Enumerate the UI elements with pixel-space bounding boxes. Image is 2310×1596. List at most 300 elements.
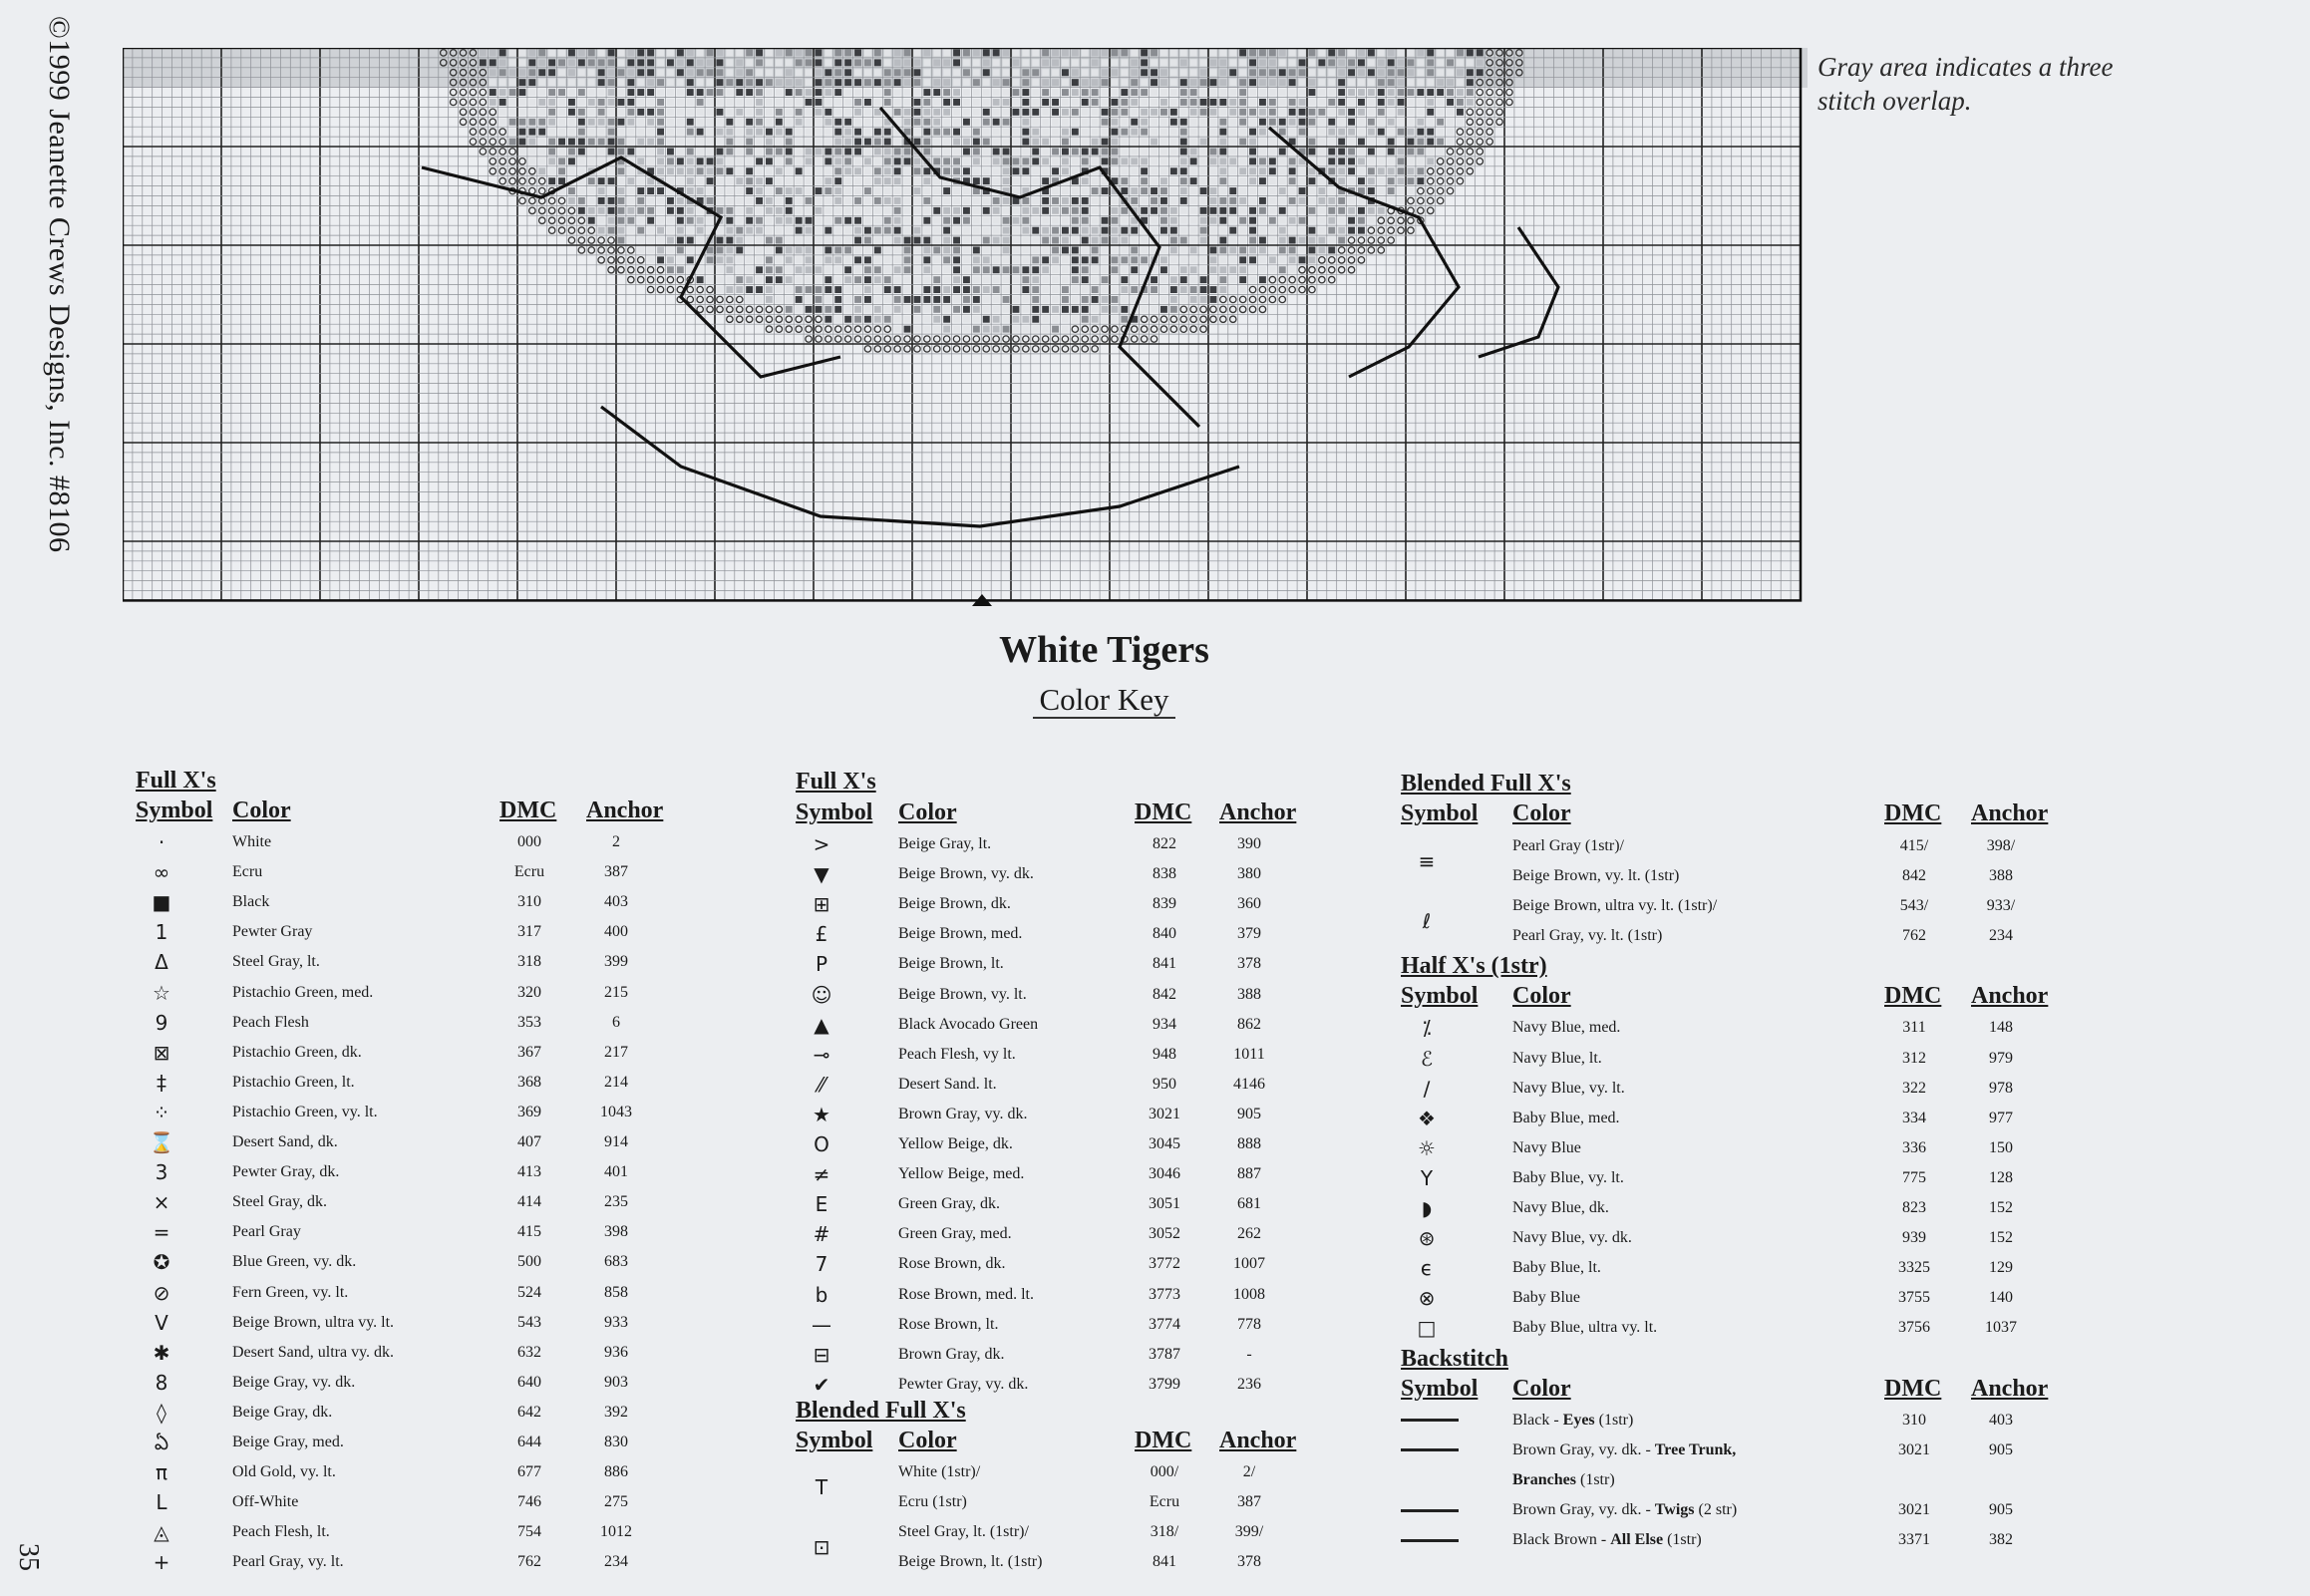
col1-row-symbol: ✪ [153, 1250, 170, 1275]
col2-blended-row-color-b: Ecru (1str) [898, 1493, 967, 1510]
backstitch-anchor [1961, 1465, 2041, 1495]
col1-row-dmc: 754 [517, 1523, 541, 1541]
col2-row-symbol: ≠ [813, 1162, 830, 1187]
col2-row-symbol: ⊞ [813, 892, 830, 917]
backstitch-dmc: 3021 [1898, 1440, 1930, 1458]
col1-row-color: Pewter Gray [232, 923, 313, 941]
backstitch-description [1512, 1436, 1736, 1465]
backstitch-strands: (1str) [1594, 1411, 1634, 1429]
col1-row-dmc: 677 [517, 1463, 541, 1481]
col1-row-dmc: 320 [517, 983, 541, 1001]
col3-half-row-dmc: 3756 [1898, 1319, 1930, 1337]
col2-row-anchor: 905 [1237, 1105, 1261, 1122]
col3-half-row-dmc: 823 [1902, 1199, 1926, 1216]
col1-row-anchor: 387 [604, 863, 628, 881]
col3-half-anchor-header: Anchor [1971, 983, 2049, 1010]
col2-blended-row-symbol: T [815, 1474, 828, 1499]
col2-row-color: Green Gray, dk. [898, 1195, 1001, 1213]
page-number: 35 [13, 1543, 44, 1571]
col3-half-row-dmc: 775 [1902, 1168, 1926, 1186]
col2-blended-row-dmc-a: 000/ [1150, 1462, 1179, 1480]
backstitch-description [1512, 1465, 1615, 1495]
col3-half-row-anchor: 977 [1989, 1109, 2013, 1126]
col1-row-dmc: 407 [517, 1133, 541, 1150]
col1-row-dmc: 644 [517, 1434, 541, 1450]
col1-row-color: Pearl Gray, vy. lt. [232, 1553, 344, 1571]
col3-half-row-anchor: 148 [1989, 1019, 2013, 1037]
col2-row-color: Pewter Gray, vy. dk. [898, 1375, 1029, 1393]
col1-row-color: Beige Gray, vy. dk. [232, 1373, 356, 1391]
col1-row-color: Ecru [232, 863, 263, 881]
col1-dmc-header: DMC [499, 798, 557, 823]
col3-half-symbol-header: Symbol [1401, 983, 1479, 1010]
col2-row-dmc: 3021 [1149, 1105, 1180, 1122]
col1-row-dmc: 367 [517, 1043, 541, 1061]
cross-stitch-chart [123, 48, 1813, 621]
col2-row-symbol: > [813, 832, 830, 856]
col3-half-row-anchor: 140 [1989, 1289, 2013, 1307]
col2-row-color: Desert Sand. lt. [898, 1075, 997, 1093]
col3-half-row-color: Navy Blue, vy. lt. [1512, 1079, 1625, 1097]
col3-blended-row-dmc-a: 415/ [1899, 837, 1929, 854]
col1-row-symbol: ⊘ [153, 1280, 170, 1305]
col1-row-color: Steel Gray, dk. [232, 1193, 327, 1211]
col3-half-row-color: Navy Blue, vy. dk. [1512, 1229, 1632, 1247]
col1-row-color: Blue Green, vy. dk. [232, 1253, 357, 1271]
backstitch-area: Eyes [1562, 1411, 1595, 1429]
col3-half-row-dmc: 336 [1902, 1138, 1926, 1156]
pattern-title: White Tigers [999, 629, 1209, 671]
col3-half-row-dmc: 3325 [1898, 1259, 1930, 1277]
col1-row-anchor: 234 [604, 1553, 628, 1571]
col2-row-color: Black Avocado Green [898, 1015, 1039, 1033]
col1-row-color: Beige Brown, ultra vy. lt. [232, 1313, 395, 1331]
col3-half-row-symbol: ⊛ [1418, 1226, 1436, 1251]
col2-row-anchor: 681 [1237, 1195, 1261, 1213]
col3-back-anchor-header: Anchor [1971, 1375, 2049, 1402]
col1-row-symbol: ⌛ [149, 1130, 174, 1154]
col3-blended-row-anchor-b: 388 [1989, 867, 2013, 885]
col2-blended-row-anchor-a: 2/ [1242, 1462, 1256, 1480]
col3-back-color-header: Color [1512, 1375, 1571, 1402]
color-key-subtitle: Color Key [0, 682, 2208, 718]
col3-blended-row-dmc-a: 543/ [1899, 897, 1929, 915]
col1-row-color: Pistachio Green, lt. [232, 1073, 355, 1091]
col3-symbol-header: Symbol [1401, 800, 1479, 826]
col2-blended-color-header: Color [898, 1427, 957, 1453]
col1-color-header: Color [232, 798, 291, 823]
col2-row-symbol: ⁄⁄ [818, 1072, 825, 1097]
col2-blended-row-color-b: Beige Brown, lt. (1str) [898, 1553, 1043, 1571]
col2-row-anchor: 236 [1237, 1375, 1261, 1393]
col3-half-row-anchor: 978 [1989, 1079, 2013, 1097]
col2-color-header: Color [898, 799, 957, 825]
col2-row-color: Brown Gray, dk. [898, 1345, 1005, 1363]
col3-half-row-symbol: Y [1420, 1165, 1434, 1190]
col1-row-symbol: · [158, 830, 165, 854]
col2-blended-title: Blended Full X's [796, 1397, 966, 1424]
col1-row-dmc: 368 [517, 1073, 541, 1091]
col2-row-anchor: - [1246, 1345, 1252, 1363]
backstitch-dmc [1874, 1465, 1954, 1495]
col2-row-anchor: 262 [1237, 1225, 1261, 1243]
col1-row-color: Desert Sand, dk. [232, 1133, 338, 1150]
col2-row-anchor: 390 [1237, 835, 1261, 852]
col2-row-color: Rose Brown, dk. [898, 1255, 1006, 1273]
col3-color-header: Color [1512, 800, 1571, 826]
col3-half-row-anchor: 150 [1989, 1138, 2013, 1156]
col1-row-symbol: + [153, 1550, 170, 1575]
backstitch-anchor: 403 [1989, 1411, 2013, 1429]
col2-row-dmc: 842 [1153, 985, 1176, 1003]
col1-row-symbol: ⊠ [153, 1040, 170, 1065]
col1-row-color: White [232, 833, 272, 850]
col3-half-row-symbol: ❖ [1418, 1106, 1436, 1130]
col3-half-row-symbol: ℰ [1420, 1046, 1434, 1071]
col1-row-dmc: 353 [517, 1013, 541, 1031]
col1-row-anchor: 683 [604, 1253, 628, 1271]
backstitch-color: Brown Gray, vy. dk. - [1512, 1500, 1655, 1518]
col2-row-dmc: 934 [1153, 1015, 1176, 1033]
col2-row-anchor: 1011 [1233, 1045, 1265, 1063]
col1-row-dmc: 318 [517, 953, 541, 971]
col2-section-title: Full X's [796, 769, 876, 795]
col2-row-color: Yellow Beige, med. [898, 1165, 1025, 1183]
backstitch-color: Brown Gray, vy. dk. - [1512, 1440, 1655, 1458]
col1-row-symbol: 1 [155, 920, 168, 945]
col2-blended-symbol-header: Symbol [796, 1427, 873, 1453]
col1-row-anchor: 2 [612, 833, 620, 850]
col1-row-dmc: 746 [517, 1493, 541, 1511]
col3-half-color-header: Color [1512, 983, 1571, 1010]
col2-dmc-header: DMC [1135, 799, 1192, 825]
col2-row-dmc: 3773 [1149, 1285, 1180, 1303]
backstitch-area: Tree Trunk, [1654, 1440, 1737, 1458]
col1-row-anchor: 400 [604, 923, 628, 941]
col1-row-symbol: ✱ [153, 1340, 170, 1365]
backstitch-color: Black - [1512, 1411, 1563, 1429]
col2-row-symbol: ⊟ [813, 1342, 830, 1367]
backstitch-line-symbol [1401, 1495, 1459, 1525]
col3-blended-row-anchor-b: 234 [1989, 927, 2013, 945]
col3-half-row-symbol: □ [1417, 1316, 1437, 1341]
col3-half-row-dmc: 322 [1902, 1079, 1926, 1097]
col2-row-anchor: 887 [1237, 1165, 1261, 1183]
col1-row-color: Peach Flesh, lt. [232, 1523, 330, 1541]
col1-row-color: Pistachio Green, med. [232, 983, 374, 1001]
col2-row-symbol: ☺ [811, 982, 832, 1007]
col1-row-symbol: L [156, 1490, 167, 1515]
col3-blended-row-dmc-b: 762 [1902, 927, 1926, 945]
col3-blended-row-color-b: Pearl Gray, vy. lt. (1str) [1512, 927, 1663, 945]
col1-row-dmc: 414 [517, 1193, 541, 1211]
col1-row-color: Black [232, 893, 270, 911]
col1-row-anchor: 217 [604, 1043, 628, 1061]
col2-row-color: Yellow Beige, dk. [898, 1135, 1013, 1152]
col1-row-dmc: 415 [517, 1223, 541, 1241]
col1-symbol-header: Symbol [136, 798, 213, 823]
col2-row-dmc: 950 [1153, 1075, 1176, 1093]
col1-row-anchor: 214 [604, 1073, 628, 1091]
col1-row-dmc: 524 [517, 1283, 541, 1301]
col2-row-color: Beige Brown, vy. dk. [898, 865, 1034, 883]
col1-row-color: Pistachio Green, vy. lt. [232, 1103, 378, 1120]
col3-half-row-symbol: ∕ [1423, 1076, 1431, 1101]
copyright-credit: ©1999 Jeanette Crews Designs, Inc. #8106 [43, 16, 76, 553]
col2-row-symbol: £ [815, 922, 828, 947]
col3-blended-row-symbol: ℓ [1422, 909, 1432, 934]
col1-row-anchor: 886 [604, 1463, 628, 1481]
col2-row-anchor: 4146 [1233, 1075, 1265, 1093]
col2-row-symbol: 7 [815, 1252, 828, 1277]
col3-blended-row-anchor-a: 398/ [1986, 837, 2016, 854]
col1-row-dmc: 642 [517, 1403, 541, 1421]
col3-half-row-color: Baby Blue, ultra vy. lt. [1512, 1319, 1658, 1337]
col1-row-color: Desert Sand, ultra vy. dk. [232, 1343, 395, 1361]
col3-half-row-anchor: 152 [1989, 1199, 2013, 1216]
col3-blended-row-color-b: Beige Brown, vy. lt. (1str) [1512, 867, 1680, 885]
col2-row-symbol: P [815, 952, 828, 977]
col3-blended-row-anchor-a: 933/ [1986, 897, 2016, 915]
col3-blended-row-color-a: Beige Brown, ultra vy. lt. (1str)/ [1512, 897, 1718, 915]
col1-section-title: Full X's [136, 768, 216, 794]
col1-row-symbol: Δ [155, 950, 168, 975]
col3-blended-row-dmc-b: 842 [1902, 867, 1926, 885]
col2-blended-row-dmc-b: Ecru [1149, 1493, 1180, 1510]
col2-row-symbol: E [815, 1192, 828, 1217]
col1-row-symbol: = [153, 1220, 170, 1245]
backstitch-description [1512, 1406, 1633, 1436]
col1-row-symbol: × [153, 1190, 170, 1215]
backstitch-description [1512, 1495, 1737, 1525]
backstitch-strands: (1str) [1663, 1530, 1702, 1548]
col2-row-anchor: 379 [1237, 925, 1261, 943]
col1-row-color: Pearl Gray [232, 1223, 301, 1241]
col1-row-dmc: 762 [517, 1553, 541, 1571]
col2-blended-row-color-a: Steel Gray, lt. (1str)/ [898, 1523, 1029, 1541]
col2-row-color: Peach Flesh, vy lt. [898, 1045, 1016, 1063]
col1-row-color: Peach Flesh [232, 1013, 309, 1031]
col3-half-row-anchor: 129 [1989, 1259, 2013, 1277]
col2-row-symbol: ▲ [814, 1012, 829, 1037]
col1-row-anchor: 403 [604, 893, 628, 911]
col1-row-anchor: 399 [604, 953, 628, 971]
col2-row-dmc: 3799 [1149, 1375, 1180, 1393]
col3-half-row-dmc: 3755 [1898, 1289, 1930, 1307]
col1-row-anchor: 392 [604, 1403, 628, 1421]
col3-half-row-symbol: ◗ [1421, 1196, 1433, 1220]
col1-row-anchor: 398 [604, 1223, 628, 1241]
col3-half-row-color: Baby Blue [1512, 1289, 1580, 1307]
col2-row-anchor: 360 [1237, 895, 1261, 913]
col2-row-color: Rose Brown, lt. [898, 1315, 999, 1333]
backstitch-area: All Else [1610, 1530, 1664, 1548]
col2-row-dmc: 3787 [1149, 1345, 1180, 1363]
col2-row-symbol: — [812, 1312, 831, 1337]
col3-blended-row-symbol: ≡ [1418, 849, 1436, 874]
col3-half-row-color: Navy Blue, lt. [1512, 1049, 1602, 1067]
col2-row-color: Rose Brown, med. lt. [898, 1285, 1034, 1303]
col2-blended-row-anchor-b: 387 [1237, 1493, 1261, 1510]
col2-row-dmc: 822 [1153, 835, 1176, 852]
col3-half-row-symbol: ☼ [1418, 1135, 1436, 1160]
col1-row-dmc: Ecru [513, 863, 545, 881]
col2-row-color: Beige Brown, vy. lt. [898, 985, 1027, 1003]
col3-half-row-anchor: 979 [1989, 1049, 2013, 1067]
col2-row-color: Brown Gray, vy. dk. [898, 1105, 1028, 1122]
col1-row-symbol: ☆ [153, 980, 170, 1005]
col3-dmc-header: DMC [1884, 800, 1942, 826]
backstitch-dmc: 310 [1902, 1411, 1926, 1429]
col3-half-row-color: Baby Blue, med. [1512, 1109, 1620, 1126]
col2-row-color: Beige Brown, med. [898, 925, 1023, 943]
col1-row-dmc: 500 [517, 1253, 541, 1271]
col1-row-symbol: 9 [155, 1010, 168, 1035]
col1-row-anchor: 936 [604, 1343, 628, 1361]
col2-row-dmc: 3772 [1149, 1255, 1180, 1273]
col2-row-symbol: ⊸ [813, 1042, 830, 1067]
col2-row-symbol: ✔ [813, 1372, 830, 1397]
chart-contour-3 [601, 407, 1239, 526]
backstitch-dmc: 3021 [1898, 1500, 1930, 1518]
col1-row-color: Fern Green, vy. lt. [232, 1283, 349, 1301]
col1-row-symbol: V [155, 1310, 168, 1335]
col2-symbol-header: Symbol [796, 799, 873, 825]
col3-half-row-anchor: 1037 [1985, 1319, 2017, 1337]
col2-blended-row-color-a: White (1str)/ [898, 1462, 981, 1480]
col3-section-title: Blended Full X's [1401, 771, 1571, 797]
col2-row-anchor: 778 [1237, 1315, 1261, 1333]
backstitch-line-symbol [1401, 1406, 1459, 1436]
backstitch-anchor: 382 [1989, 1530, 2013, 1548]
col3-half-row-symbol: ⁒ [1422, 1016, 1432, 1041]
col1-anchor-header: Anchor [586, 798, 664, 823]
col1-row-symbol: 3 [155, 1160, 168, 1185]
col2-row-dmc: 838 [1153, 865, 1176, 883]
col3-blended-row-color-a: Pearl Gray (1str)/ [1512, 837, 1624, 854]
backstitch-anchor: 905 [1989, 1500, 2013, 1518]
col1-row-dmc: 413 [517, 1163, 541, 1181]
backstitch-description [1512, 1525, 1702, 1555]
col1-row-dmc: 317 [517, 923, 541, 941]
col2-anchor-header: Anchor [1219, 799, 1297, 825]
col1-row-anchor: 903 [604, 1373, 628, 1391]
backstitch-dmc: 3371 [1898, 1530, 1930, 1548]
backstitch-color: Black Brown - [1512, 1530, 1611, 1548]
col3-backstitch-title: Backstitch [1401, 1345, 1508, 1372]
col1-row-anchor: 235 [604, 1193, 628, 1211]
col3-half-row-dmc: 334 [1902, 1109, 1926, 1126]
col2-row-anchor: 378 [1237, 955, 1261, 973]
col2-row-dmc: 839 [1153, 895, 1176, 913]
col2-row-anchor: 1008 [1233, 1285, 1265, 1303]
col1-row-anchor: 215 [604, 983, 628, 1001]
col1-row-color: Old Gold, vy. lt. [232, 1463, 336, 1481]
backstitch-line-symbol [1401, 1436, 1459, 1465]
col2-row-color: Green Gray, med. [898, 1225, 1012, 1243]
backstitch-strands: (2 str) [1694, 1500, 1738, 1518]
col2-row-anchor: 888 [1237, 1135, 1261, 1152]
col3-half-row-symbol: ⊗ [1418, 1286, 1436, 1311]
col1-row-color: Steel Gray, lt. [232, 953, 320, 971]
col2-row-anchor: 388 [1237, 985, 1261, 1003]
col1-row-dmc: 000 [517, 833, 541, 850]
col1-row-dmc: 640 [517, 1373, 541, 1391]
col3-half-row-anchor: 152 [1989, 1229, 2013, 1247]
col1-row-color: Beige Gray, med. [232, 1434, 344, 1450]
col1-row-color: Pewter Gray, dk. [232, 1163, 340, 1181]
col3-back-symbol-header: Symbol [1401, 1375, 1479, 1402]
col1-row-symbol: ■ [152, 890, 171, 915]
col1-row-symbol: π [155, 1460, 168, 1485]
col2-row-color: Beige Brown, lt. [898, 955, 1004, 973]
backstitch-anchor: 905 [1989, 1440, 2013, 1458]
col2-row-anchor: 380 [1237, 865, 1261, 883]
col1-row-dmc: 632 [517, 1343, 541, 1361]
col2-row-dmc: 3046 [1149, 1165, 1180, 1183]
col2-row-dmc: 3052 [1149, 1225, 1180, 1243]
col2-row-color: Beige Gray, lt. [898, 835, 992, 852]
col2-blended-anchor-header: Anchor [1219, 1427, 1297, 1453]
col2-row-symbol: ▼ [814, 862, 829, 887]
col2-blended-row-dmc-a: 318/ [1150, 1523, 1179, 1541]
col3-half-row-color: Baby Blue, lt. [1512, 1259, 1601, 1277]
col2-row-dmc: 841 [1153, 955, 1176, 973]
col1-row-dmc: 369 [517, 1103, 541, 1120]
col3-half-dmc-header: DMC [1884, 983, 1942, 1010]
col1-row-dmc: 543 [517, 1313, 541, 1331]
col3-anchor-header: Anchor [1971, 800, 2049, 826]
col1-row-symbol: ◬ [154, 1520, 169, 1545]
col1-row-anchor: 6 [612, 1013, 620, 1031]
col1-row-anchor: 830 [604, 1434, 628, 1450]
col3-half-row-color: Navy Blue, med. [1512, 1019, 1621, 1037]
col2-row-anchor: 862 [1237, 1015, 1261, 1033]
col1-row-anchor: 914 [604, 1133, 628, 1150]
col1-row-anchor: 401 [604, 1163, 628, 1181]
backstitch-line-symbol [1401, 1525, 1459, 1555]
col3-half-row-dmc: 312 [1902, 1049, 1926, 1067]
col3-half-row-anchor: 128 [1989, 1168, 2013, 1186]
col2-row-dmc: 3774 [1149, 1315, 1180, 1333]
col1-row-dmc: 310 [517, 893, 541, 911]
col2-row-anchor: 1007 [1233, 1255, 1265, 1273]
col1-row-symbol: ◊ [157, 1400, 166, 1425]
col1-row-symbol: 8 [155, 1370, 168, 1395]
col1-row-color: Off-White [232, 1493, 299, 1511]
col2-blended-row-anchor-b: 378 [1237, 1553, 1261, 1571]
col2-row-dmc: 3051 [1149, 1195, 1180, 1213]
overlap-note: Gray area indicates a three stitch overlap. [1817, 52, 2114, 116]
col1-row-color: Beige Gray, dk. [232, 1403, 333, 1421]
backstitch-area: Twigs [1654, 1500, 1695, 1518]
col2-row-symbol: O [814, 1132, 829, 1156]
col2-row-dmc: 3045 [1149, 1135, 1180, 1152]
col3-half-row-dmc: 311 [1902, 1019, 1926, 1037]
col2-blended-row-symbol: ⊡ [813, 1535, 830, 1560]
col3-half-row-color: Navy Blue, dk. [1512, 1199, 1609, 1216]
col3-half-row-symbol: ϵ [1420, 1256, 1434, 1281]
chart-grid [123, 48, 1808, 600]
col1-row-symbol: ‡ [157, 1070, 166, 1095]
col1-row-symbol: ఏ [154, 1431, 169, 1454]
col2-row-symbol: b [815, 1282, 828, 1307]
col1-row-anchor: 275 [604, 1493, 628, 1511]
col2-row-dmc: 840 [1153, 925, 1176, 943]
col3-back-dmc-header: DMC [1884, 1375, 1942, 1402]
col1-row-anchor: 858 [604, 1283, 628, 1301]
col1-row-symbol: ∞ [153, 860, 170, 885]
